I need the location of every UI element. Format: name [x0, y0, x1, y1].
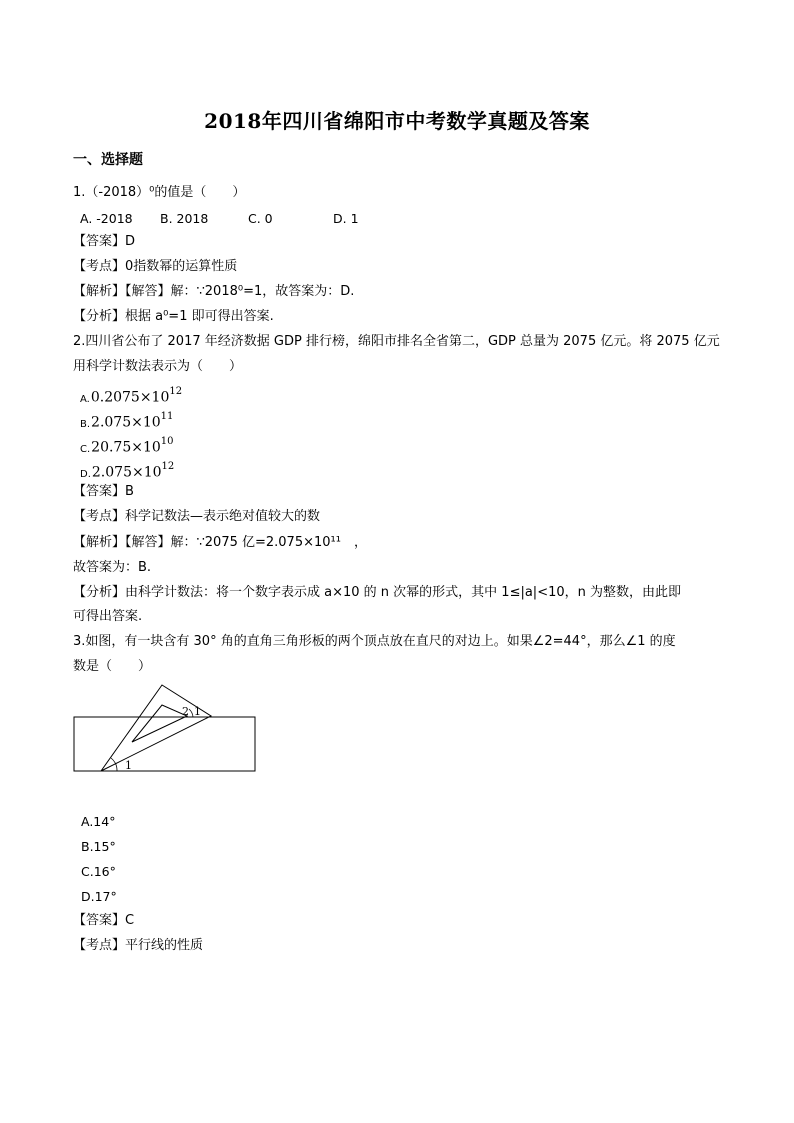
section-heading: 一、选择题	[73, 152, 143, 168]
q2-option-b	[80, 410, 173, 434]
angle-2-label: 2	[182, 705, 189, 718]
q1-option-c: C. 0	[248, 211, 273, 226]
q1-review: 【分析】根据 a⁰=1 即可得出答案.	[73, 309, 274, 324]
q1-option-a: A. -2018	[80, 211, 133, 226]
q1-option-d: D. 1	[333, 211, 359, 226]
q2-option-a-label: A.	[80, 393, 90, 405]
q2-review-line1: 【分析】由科学计数法：将一个数字表示成 a×10 的 n 次幂的形式，其中 1≤|a|<10，n 为整数，由此即	[73, 585, 681, 600]
angle-1-label: 1	[125, 759, 132, 772]
q1-answer: 【答案】D	[73, 234, 136, 249]
q2-stem-line2: 用科学计数法表示为（ ）	[73, 359, 243, 374]
q3-option-d: D.17°	[81, 889, 117, 904]
q3-answer: 【答案】C	[73, 913, 135, 928]
q3-option-c: C.16°	[81, 864, 116, 879]
q2-option-c-label: C.	[80, 443, 91, 455]
ruler-triangle-figure	[73, 683, 263, 775]
q2-option-b-exp: 11	[160, 411, 174, 422]
q2-analysis: 【解析】【解答】解：∵2075 亿=2.075×10¹¹ ，	[73, 535, 367, 550]
q2-option-d-label: D.	[80, 468, 91, 480]
q2-option-b-label: B.	[80, 418, 91, 430]
q2-point: 【考点】科学记数法—表示绝对值较大的数	[73, 509, 321, 524]
q2-answer: 【答案】B	[73, 484, 134, 499]
q3-stem-line1: 3.如图，有一块含有 30° 角的直角三角形板的两个顶点放在直尺的对边上。如果∠2=44°，那么∠1 的度	[73, 634, 676, 649]
q2-option-c	[80, 435, 174, 459]
triangle-inner	[132, 705, 187, 742]
q2-stem-line1: 2.四川省公布了 2017 年经济数据 GDP 排行榜，绵阳市排名全省第二，GDP 总量为 2075 亿元。将 2075 亿元	[73, 334, 720, 349]
q2-analysis-conclusion: 故答案为：B.	[73, 560, 152, 575]
page-title: 2018年四川省绵阳市中考数学真题及答案	[204, 109, 590, 133]
q3-point: 【考点】平行线的性质	[73, 938, 204, 953]
ruler-rectangle	[74, 717, 255, 771]
q2-review-line2: 可得出答案.	[73, 609, 143, 624]
angle-2-arc	[189, 709, 193, 717]
q1-point: 【考点】0指数幂的运算性质	[73, 259, 238, 274]
q2-option-a-mantissa: 0.2075×10	[90, 389, 170, 406]
q2-option-b-mantissa: 2.075×10	[91, 414, 161, 431]
q2-option-d-exp: 12	[161, 461, 175, 472]
angle-1b-label: 1	[194, 705, 201, 718]
q1-analysis: 【解析】【解答】解：∵2018⁰=1，故答案为：D.	[73, 284, 355, 299]
q3-stem-line2: 数是（ ）	[73, 659, 152, 674]
q3-option-b: B.15°	[81, 839, 116, 854]
q1-stem: 1.（-2018）⁰的值是（ ）	[73, 185, 246, 200]
q2-option-d	[80, 460, 174, 484]
q2-option-a	[80, 385, 182, 409]
triangle-outer	[101, 685, 211, 771]
q2-option-a-exp: 12	[169, 386, 183, 397]
q2-option-c-exp: 10	[160, 436, 174, 447]
q1-option-b: B. 2018	[160, 211, 209, 226]
q2-option-c-mantissa: 20.75×10	[91, 439, 161, 456]
q3-option-a: A.14°	[81, 814, 116, 829]
q2-option-d-mantissa: 2.075×10	[91, 464, 162, 481]
